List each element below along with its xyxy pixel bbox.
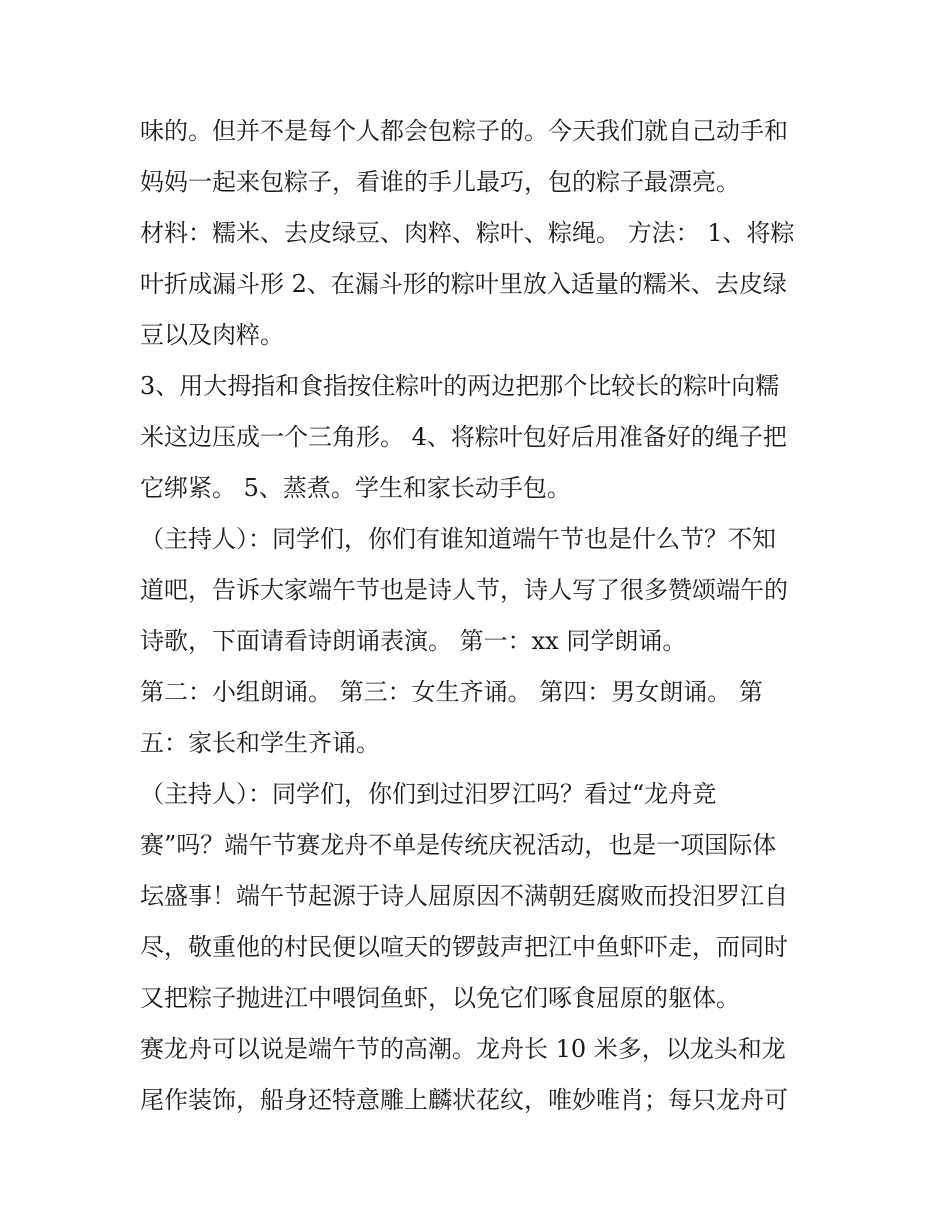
text-line: 第二：小组朗诵。 第三：女生齐诵。 第四：男女朗诵。 第 (140, 678, 763, 706)
text-line: 3、用大拇指和食指按住粽叶的两边把那个比较长的粽叶向糯 (140, 372, 780, 400)
text-line: （主持人）：同学们，你们有谁知道端午节也是什么节？不知 (140, 525, 776, 553)
text-line: 五：家长和学生齐诵。 (140, 729, 380, 757)
document-body (140, 106, 820, 1126)
text-line: 尽，敬重他的村民便以喧天的锣鼓声把江中鱼虾吓走，而同时 (140, 933, 788, 961)
text-line: 赛龙舟可以说是端午节的高潮。龙舟长 10 米多，以龙头和龙 (140, 1035, 786, 1063)
text-line: 叶折成漏斗形 2、在漏斗形的粽叶里放入适量的糯米、去皮绿 (140, 270, 787, 298)
text-line: 材料：糯米、去皮绿豆、肉粹、粽叶、粽绳。 方法： 1、将粽 (140, 219, 795, 247)
text-line: 味的。但并不是每个人都会包粽子的。今天我们就自己动手和 (140, 117, 788, 145)
text-line: 诗歌，下面请看诗朗诵表演。 第一：xx 同学朗诵。 (140, 627, 687, 655)
text-line: 豆以及肉粹。 (140, 321, 284, 349)
text-line: 坛盛事！端午节起源于诗人屈原因不满朝廷腐败而投汨罗江自 (140, 882, 788, 910)
text-line: 又把粽子抛进江中喂饲鱼虾，以免它们啄食屈原的躯体。 (140, 984, 740, 1012)
text-line: 道吧，告诉大家端午节也是诗人节，诗人写了很多赞颂端午的 (140, 576, 788, 604)
text-line: 它绑紧。 5、蒸煮。学生和家长动手包。 (140, 474, 571, 502)
text-line: 妈妈一起来包粽子，看谁的手儿最巧，包的粽子最漂亮。 (140, 168, 740, 196)
text-line: 赛”吗？端午节赛龙舟不单是传统庆祝活动，也是一项国际体 (140, 831, 777, 859)
text-line: 米这边压成一个三角形。 4、将粽叶包好后用准备好的绳子把 (140, 423, 787, 451)
text-line: （主持人）：同学们，你们到过汨罗江吗？看过“龙舟竞 (140, 780, 717, 808)
text-line: 尾作装饰，船身还特意雕上麟状花纹，唯妙唯肖；每只龙舟可 (140, 1086, 788, 1114)
